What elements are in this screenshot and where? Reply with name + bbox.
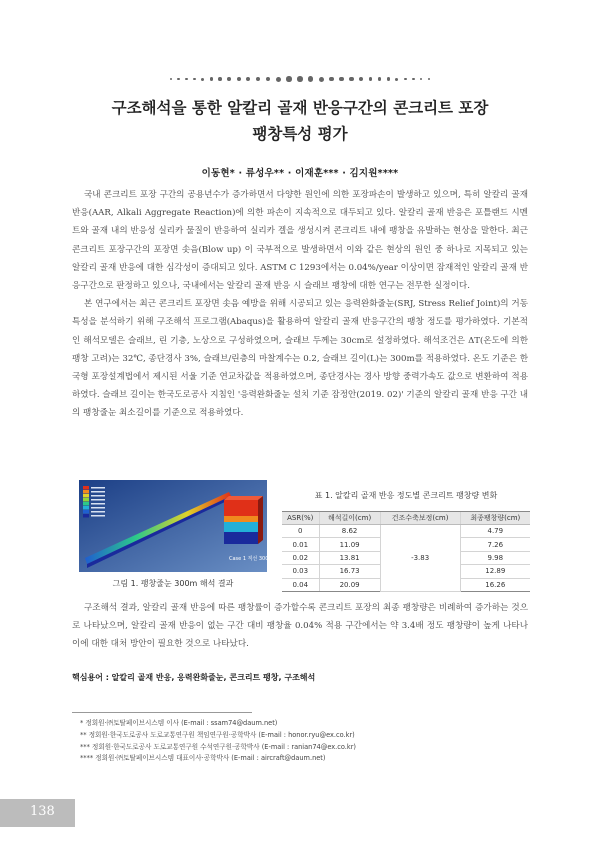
decorative-dot (266, 77, 271, 82)
decorative-dot (237, 77, 241, 81)
table-cell: 0 (282, 525, 319, 538)
decorative-dot (201, 78, 204, 81)
table-cell: 8.62 (319, 525, 380, 538)
table-cell: 12.89 (460, 565, 530, 578)
legend-swatch (83, 510, 89, 514)
legend-text-mark (91, 499, 105, 501)
keywords: 핵심용어 : 알칼리 골재 반응, 응력완화줄눈, 콘크리트 팽창, 구조해석 (72, 673, 316, 682)
paragraph-2: 본 연구에서는 최근 콘크리트 포장면 솟음 예방을 위해 시공되고 있는 응력완화줄눈(SRJ, Stress Relief Joint)의 거동특성을 분석하기 위해 구조해석 프로그램(Abaqus)을 활용하여 알칼리 골재 반응구간의 팽창 정도를 평가하였다. 기본적인 해석모델은 슬래브, 린 기층, 노상으로 구성하였으며, 슬래브 두께는 30cm로 설정하였다. 해석조건은 ΔT(온도에 의한 팽창 고려)는 32℃, 종단경사 3%, 슬래브/린층의 마찰계수는 0.2, 슬래브 길이(L)는 300m를 적용하였다. 온도 기준은 한국형 포장설계법에서 제시된 서울 기준 연교차값을 적용하였으며, 종단경사는 경사 방향 중력가속도 값으로 변환하여 적용하였다. 슬래브 길이는 한국도로공사 지침인 '응력완화줄눈 설치 기준 잠정안(2019. 02)' 기준의 알칼리 골재 반응 구간 내의 팽창줄눈 최소길이를 기준으로 적용하였다. (72, 299, 528, 419)
footnote-4: **** 정회원·㈜토탈페이브시스템 대표이사·공학박사 (E-mail : aircraft@daum.net) (80, 754, 326, 763)
decorative-dot (177, 78, 179, 80)
table-cell: 0.02 (282, 551, 319, 564)
decorative-dot (308, 76, 313, 81)
decorative-dot (395, 78, 398, 81)
footnote-3: *** 정회원·한국도로공사 도로교통연구원 수석연구원·공학박사 (E-mail : ranian74@ex.co.kr) (80, 742, 357, 751)
table-header-asr: ASR(%) (282, 512, 319, 525)
decorative-dot (404, 78, 407, 81)
decorative-dot (256, 77, 261, 82)
table-title: 표 1. 알칼리 골재 반응 정도별 콘크리트 팽창량 변화 (314, 491, 498, 500)
footnote-2: ** 정회원·한국도로공사 도로교통연구원 책임연구원·공학박사 (E-mail : honor.ryu@ex.co.kr) (80, 730, 355, 739)
decorative-dot (193, 78, 196, 81)
title-line-2: 팽창특성 평가 (252, 125, 348, 143)
decorative-dot (246, 77, 250, 81)
decorative-dot (218, 77, 222, 81)
decorative-dot (412, 78, 415, 81)
decorative-dot (387, 77, 390, 80)
page-number: 138 (30, 804, 55, 819)
table-cell: 0.04 (282, 578, 319, 591)
title-line-1: 구조해석을 통한 알칼리 골재 반응구간의 콘크리트 포장 (111, 99, 489, 117)
analysis-figure (79, 480, 274, 572)
table-cell: 9.98 (460, 551, 530, 564)
table-cell-shrinkage: -3.83 (380, 525, 460, 592)
body-paragraphs (72, 186, 528, 423)
decorative-dot (369, 77, 373, 81)
legend-swatch (83, 498, 89, 502)
legend-swatch (83, 514, 89, 518)
table-cell: 13.81 (319, 551, 380, 564)
legend-text-mark (91, 511, 105, 513)
decorative-dot (227, 77, 231, 81)
decorative-dot (329, 77, 334, 82)
legend-swatch (83, 486, 89, 490)
footnote-divider (72, 712, 252, 713)
table-header-row (282, 512, 530, 525)
table-cell: 20.09 (319, 578, 380, 591)
legend-swatch (83, 490, 89, 494)
decorative-dot (185, 78, 188, 81)
decorative-dot (378, 77, 382, 81)
legend-text-mark (91, 495, 105, 497)
decorative-dot (210, 77, 213, 80)
legend-text-mark (91, 507, 105, 509)
table-row (282, 525, 530, 538)
table-cell: 4.79 (460, 525, 530, 538)
legend-text-mark (91, 487, 105, 489)
legend-swatch (83, 502, 89, 506)
decorative-dot (297, 76, 303, 82)
authors: 이동현* · 류성우** · 이재훈*** · 김지원**** (201, 168, 399, 179)
paragraph-1: 국내 콘크리트 포장 구간의 공용년수가 증가하면서 다양한 원인에 의한 포장파손이 발생하고 있으며, 특히 알칼리 골재 반응(AAR, Alkali Aggregate Reaction)에 의한 파손이 지속적으로 대두되고 있다. 알칼리 골재 반응은 포틀랜드 시멘트와 골재 내의 반응성 실리카 물질이 반응하여 실리카 겔을 생성시켜 콘크리트 내에 팽창을 유발하는 현상을 말한다. 최근 콘크리트 포장구간의 포장면 솟음(Blow up) 이 국부적으로 발생하면서 이와 같은 현상의 원인 중 하나로 지목되고 있는 알칼리 골재 반응에 대한 심각성이 증대되고 있다. ASTM C 1293에서는 0.04%/year 이상이면 잠재적인 알칼리 골재 반응구간으로 판정하고 있으나, 국내에서는 알칼리 골재 반응 시 슬래브 팽창에 대한 연구는 전무한 실정이다. (72, 190, 528, 292)
table-header-shrinkage: 건조수축보정(cm) (380, 512, 460, 525)
expansion-table (282, 511, 530, 592)
analysis-figure-svg (79, 480, 274, 572)
decorative-dot (319, 77, 324, 82)
table-cell: 7.26 (460, 538, 530, 551)
table-cell: 0.01 (282, 538, 319, 551)
table-cell: 16.26 (460, 578, 530, 591)
footnotes (80, 718, 520, 765)
figure-caption: 그림 1. 팽창줄눈 300m 해석 결과 (112, 579, 234, 588)
footnote-1: * 정회원·㈜토탈페이브시스템 이사 (E-mail : ssam74@daum.net) (80, 719, 278, 727)
decorative-dot (170, 78, 172, 80)
inset-label: Case 1 직선 300m (229, 556, 274, 562)
legend-swatch (83, 506, 89, 510)
table-cell: 16.73 (319, 565, 380, 578)
legend-text-mark (91, 503, 105, 505)
table-header-final-expansion: 최종팽창량(cm) (460, 512, 530, 525)
result-paragraph-block (72, 599, 528, 654)
legend-swatch (83, 494, 89, 498)
decorative-dot (359, 77, 363, 81)
result-paragraph: 구조해석 결과, 알칼리 골재 반응에 따른 팽창률이 증가할수록 콘크리트 포장의 최종 팽창량은 비례하여 증가하는 것으로 나타났으며, 알칼리 골재 반응이 없는 구간 대비 팽창율 0.04% 적용 구간에서는 약 3.4배 정도 팽창량이 높게 나타나 이에 대한 대처 방안이 필요한 것으로 나타났다. (72, 603, 528, 650)
inset-block (224, 496, 263, 544)
table-cell: 0.03 (282, 565, 319, 578)
table-cell: 11.09 (319, 538, 380, 551)
legend-text-mark (91, 491, 105, 493)
legend-text-mark (91, 515, 105, 517)
decorative-dot (339, 77, 344, 82)
decorative-dot (420, 78, 422, 80)
decorative-dot (276, 77, 281, 82)
decorative-dot (349, 77, 353, 81)
table-header-analysis-length: 해석길이(cm) (319, 512, 380, 525)
decorative-dots (170, 74, 430, 84)
decorative-dot (286, 76, 291, 81)
decorative-dot (428, 78, 430, 80)
article-title (0, 95, 600, 147)
